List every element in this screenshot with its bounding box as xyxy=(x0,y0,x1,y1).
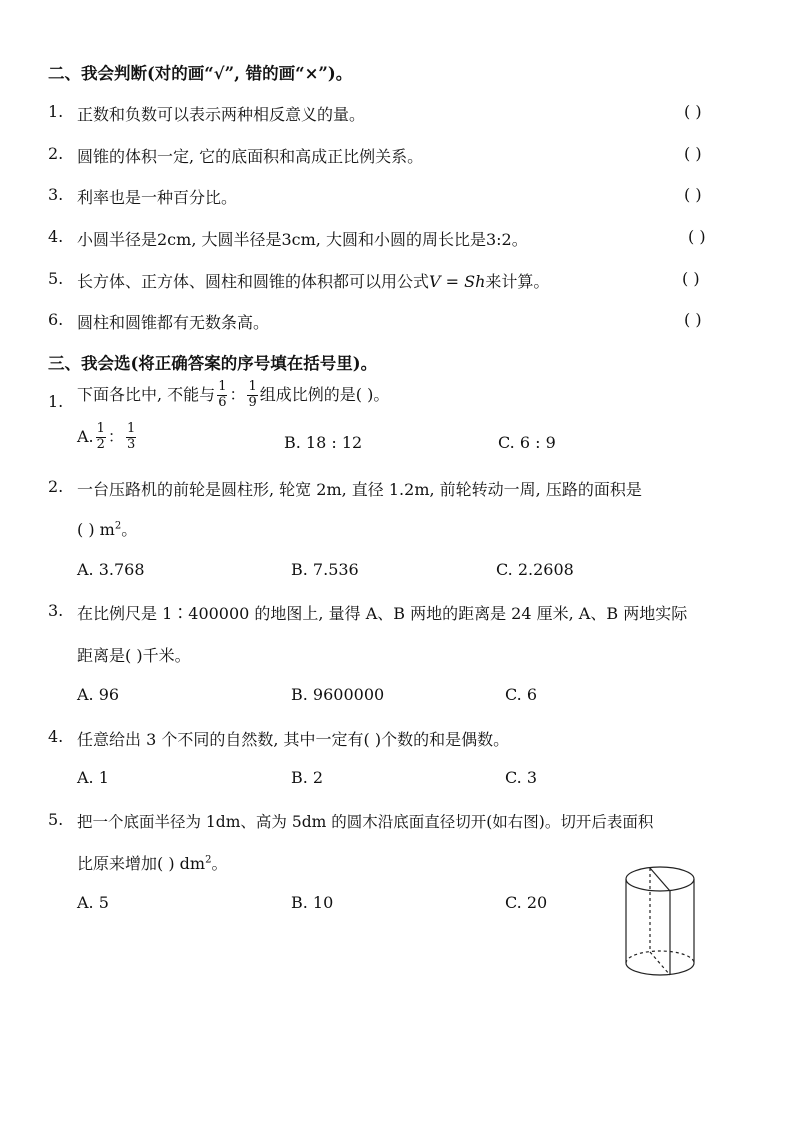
option-a[interactable]: A. 3.768 xyxy=(77,560,145,579)
question-number: 2. xyxy=(48,477,64,496)
option-b[interactable]: B. 7.536 xyxy=(291,560,359,579)
answer-paren[interactable]: ( ) xyxy=(684,144,702,163)
cylinder-bottom-back xyxy=(626,951,694,963)
option-c[interactable]: C. 2.2608 xyxy=(496,560,574,579)
answer-paren[interactable]: ( ) xyxy=(684,102,702,121)
option-a[interactable]: A. 5 xyxy=(77,893,109,912)
bottom-cut-diameter xyxy=(650,952,670,975)
item-number: 1. xyxy=(48,102,64,121)
question-number: 5. xyxy=(48,810,64,829)
option-b[interactable]: B. 18 : 12 xyxy=(284,433,363,452)
question-text: 一台压路机的前轮是圆柱形, 轮宽 2m, 直径 1.2m, 前轮转动一周, 压路的面积是 xyxy=(77,480,642,499)
question-text-line2: ( ) $m^2$。 xyxy=(77,520,138,539)
item-text: 正数和负数可以表示两种相反意义的量。 xyxy=(77,105,366,124)
item-number: 4. xyxy=(48,227,64,246)
question-text: 下面各比中, 不能与 $\frac{1}{6}$ ： $\frac{1}{9}$ 组成比例的是( )。 xyxy=(77,379,390,410)
answer-paren[interactable]: ( ) xyxy=(684,185,702,204)
question-text-line2: 比原来增加( ) $dm^2$。 xyxy=(77,854,228,873)
option-c[interactable]: C. 6 xyxy=(505,685,538,704)
cylinder-bottom-front xyxy=(626,963,694,975)
option-c[interactable]: C. 20 xyxy=(505,893,548,912)
option-a[interactable]: A. 1 xyxy=(77,768,109,787)
item-text-after: 来计算。 xyxy=(485,272,550,291)
answer-paren[interactable]: ( ) xyxy=(684,310,702,329)
option-b[interactable]: B. 10 xyxy=(291,893,334,912)
item-text-before: 长方体、正方体、圆柱和圆锥的体积都可以用公式 xyxy=(77,272,430,291)
item-number: 3. xyxy=(48,185,64,204)
item-text: 利率也是一种百分比。 xyxy=(77,188,238,207)
item-text: 小圆半径是2cm, 大圆半径是3cm, 大圆和小圆的周长比是3:2。 xyxy=(77,230,528,249)
item-number: 5. xyxy=(48,269,64,288)
top-cut-diameter xyxy=(650,868,670,891)
volume-formula: V = Sh xyxy=(429,272,486,291)
option-a[interactable]: A. $\frac{1}{2}$ ： $\frac{1}{3}$ xyxy=(77,421,136,452)
question-number: 4. xyxy=(48,727,64,746)
answer-paren[interactable]: ( ) xyxy=(688,227,706,246)
fraction: $\frac{1}{2}$ xyxy=(96,421,105,452)
fraction: $\frac{1}{3}$ xyxy=(126,421,136,452)
item-number: 6. xyxy=(48,310,64,329)
question-text: 任意给出 3 个不同的自然数, 其中一定有( )个数的和是偶数。 xyxy=(77,730,510,749)
item-number: 2. xyxy=(48,144,64,163)
option-c[interactable]: C. 3 xyxy=(505,768,538,787)
option-c[interactable]: C. 6 : 9 xyxy=(498,433,556,452)
item-text: 圆锥的体积一定, 它的底面积和高成正比例关系。 xyxy=(77,147,424,166)
question-text-line2: 距离是( )千米。 xyxy=(77,646,191,665)
option-b[interactable]: B. 2 xyxy=(291,768,324,787)
answer-paren[interactable]: ( ) xyxy=(682,269,700,288)
question-number: 1. xyxy=(48,392,64,411)
option-b[interactable]: B. 9600000 xyxy=(291,685,385,704)
option-a[interactable]: A. 96 xyxy=(77,685,120,704)
fraction: $\frac{1}{9}$ xyxy=(248,379,257,410)
section3-heading: 三、我会选(将正确答案的序号填在括号里)。 xyxy=(48,354,378,373)
question-text: 把一个底面半径为 1dm、高为 5dm 的圆木沿底面直径切开(如右图)。切开后表面积 xyxy=(77,813,654,831)
item-text: 圆柱和圆锥都有无数条高。 xyxy=(77,313,270,332)
question-number: 3. xyxy=(48,601,64,620)
fraction: $\frac{1}{6}$ xyxy=(218,379,227,410)
section2-heading: 二、我会判断(对的画“√”, 错的画“×”)。 xyxy=(48,64,353,83)
question-text: 在比例尺是 1∶400000 的地图上, 量得 A、B 两地的距离是 24 厘米, A、B 两地实际 xyxy=(77,604,688,623)
item-text xyxy=(77,269,549,292)
cut-cylinder-diagram xyxy=(622,862,702,986)
